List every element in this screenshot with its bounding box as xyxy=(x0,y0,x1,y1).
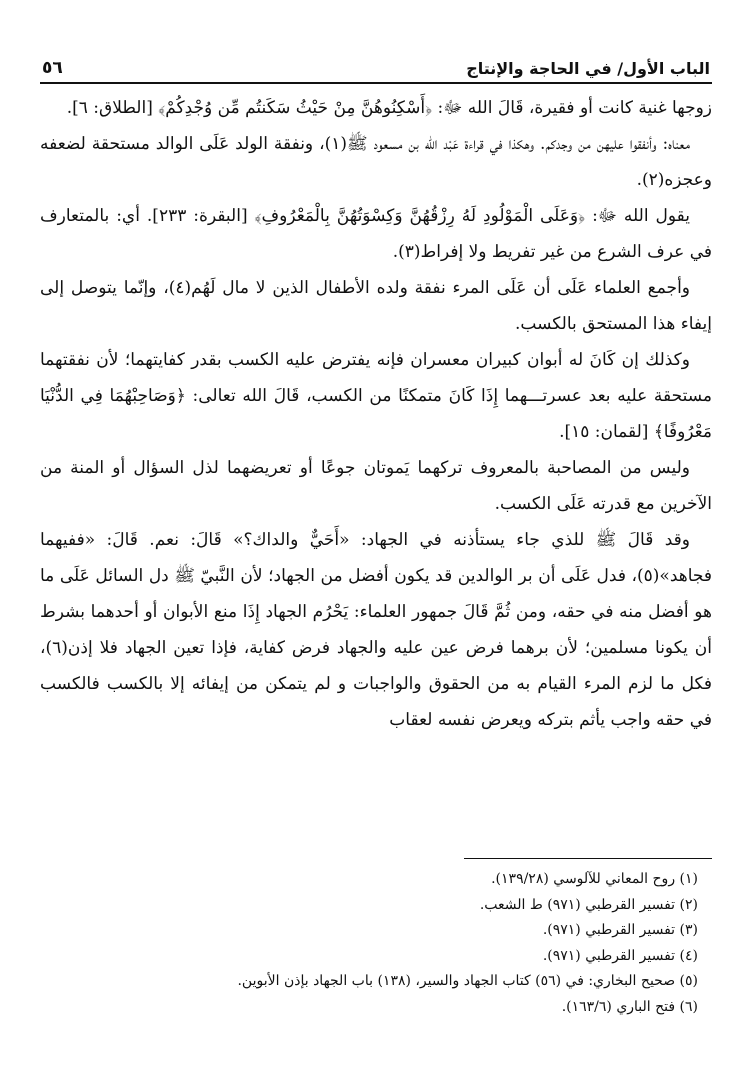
paragraph: وقد قَالَ ﷺ للذي جاء يستأذنه في الجهاد: «أَحَيٌّ والداك؟» قَالَ: نعم. قَالَ: «ففيهما فجاهد»(٥)، فدل عَلَى أن بر الوالدين قد يكون أفضل من الجهاد؛ لأن النَّبيّ ﷺ دل السائل عَلَى ما هو أفضل منه في حقه، ومن ثُمَّ قَالَ جمهور العلماء: يَحْرُم الجهاد إِذَا منع الأبوان أو أحدهما بشرط أن يكونا مسلمين؛ لأن برهما فرض عين عليه والجهاد فرض كفاية، فإذا تعين الجهاد فلا إذن(٦)، فكل ما لزم المرء القيام به من الحقوق والواجبات و لم يتمكن من إيفائه إلا بالكسب فالكسب في حقه واجب يأثم بتركه ويعرض نفسه لعقاب xyxy=(40,530,712,730)
footnote-divider xyxy=(464,858,712,859)
body-text xyxy=(40,90,712,738)
paragraph: وأجمع العلماء عَلَى أن عَلَى المرء نفقة ولده الأطفال الذين لا مال لَهُم(٤)، وإنّما يتوصل إلى إيفاء هذا المستحق بالكسب. xyxy=(40,278,712,334)
footnote: (٣) تفسير القرطبي (٩٧١). xyxy=(542,922,698,938)
footnote: (٢) تفسير القرطبي (٩٧١) ط الشعب. xyxy=(479,896,698,913)
page xyxy=(40,52,712,738)
footnote-list xyxy=(40,867,712,1020)
footnote: (٦) فتح الباري (١٦٣/٦). xyxy=(561,998,698,1015)
running-header xyxy=(40,52,712,84)
footnote: (١) روح المعاني للآلوسي (١٣٩/٢٨). xyxy=(491,871,698,887)
paragraph: معناه: وأنفقوا عليهن من وجدكم. وهكذا في قراءة عَبْد الله بن مسعود ﷺ(١)، ونفقة الولد عَلَى الوالد مستحقة لضعفه وعجزه(٢). xyxy=(40,134,712,190)
footnote: (٥) صحيح البخاري: في (٥٦) كتاب الجهاد والسير، (١٣٨) باب الجهاد بإذن الأبوين. xyxy=(237,973,698,989)
running-title: الباب الأول/ في الحاجة والإنتاج xyxy=(466,59,710,78)
paragraph: يقول الله ﷻ: ﴿وَعَلَى الْمَوْلُودِ لَهُ رِزْقُهُنَّ وَكِسْوَتُهُنَّ بِالْمَعْرُوفِ﴾ [البقرة: ٢٣٣]. أي: بالمتعارف في عرف الشرع من غير تفريط ولا إفراط(٣). xyxy=(40,206,712,262)
footnotes xyxy=(40,858,712,1020)
footnote: (٤) تفسير القرطبي (٩٧١). xyxy=(542,947,698,964)
paragraph: زوجها غنية كانت أو فقيرة، قَالَ الله ﷻ: ﴿أَسْكِنُوهُنَّ مِنْ حَيْثُ سَكَنتُم مِّن وُجْدِكُمْ﴾ [الطلاق: ٦]. xyxy=(66,98,712,118)
paragraph: وكذلك إن كَانَ له أبوان كبيران معسران فإنه يفترض عليه الكسب بقدر كفايتهما؛ لأن نفقتهما مستحقة عليه بعد عسرتـــهما إِذَا كَانَ متمكنًا من الكسب، قَالَ الله تعالى: ﴿وَصَاحِبْهُمَا فِي الدُّنْيَا مَعْرُوفًا﴾ [لقمان: ١٥]. xyxy=(40,350,712,442)
page-number: ٥٦ xyxy=(42,58,63,78)
paragraph: وليس من المصاحبة بالمعروف تركهما يَموتان جوعًا أو تعريضهما لذل السؤال أو المنة من الآخرين مع قدرته عَلَى الكسب. xyxy=(40,458,712,514)
